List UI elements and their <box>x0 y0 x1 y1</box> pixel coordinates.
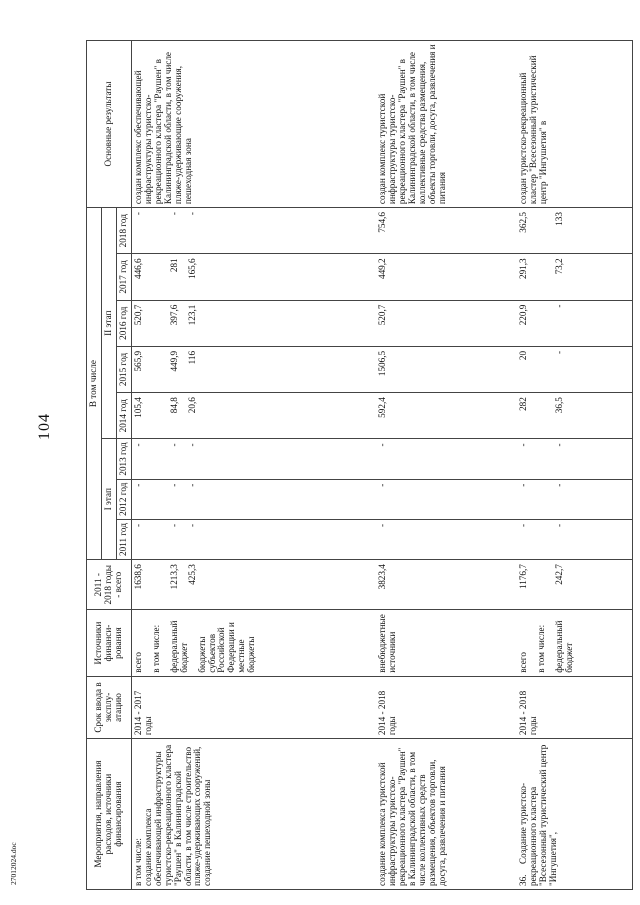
value: 1506,5 <box>377 350 388 377</box>
header-stage-2: II этап <box>101 208 116 439</box>
header-year: 2017 год <box>116 254 131 300</box>
program-table <box>86 40 633 890</box>
header-year: 2011 год <box>116 519 131 559</box>
value <box>152 484 162 516</box>
total-cell <box>517 560 632 610</box>
value <box>152 305 162 343</box>
source-item: федеральный бюджет <box>168 620 189 673</box>
header-year: 2016 год <box>116 300 131 346</box>
value: 1638,6 <box>132 564 143 590</box>
year-cell <box>131 346 376 392</box>
rotated-table-container <box>86 40 633 890</box>
value <box>152 397 162 435</box>
value: 1213,3 <box>168 564 179 590</box>
year-cell <box>517 254 632 300</box>
year-cell <box>131 300 376 346</box>
year-cell <box>517 208 632 254</box>
header-in-total: В том числе <box>87 208 102 560</box>
results-cell: создан туристско-рекреационный кластер "Всесезонный туристический центр "Ингушетия" в <box>517 41 632 208</box>
value: - <box>377 523 388 527</box>
value: - <box>168 212 179 216</box>
value: 282 <box>518 397 529 411</box>
source-item: федеральный бюджет <box>553 620 574 673</box>
year-cell <box>376 439 517 479</box>
value: 754,6 <box>377 212 388 233</box>
value: - <box>132 443 143 447</box>
year-cell <box>517 300 632 346</box>
year-cell <box>376 519 517 559</box>
value: - <box>132 212 143 216</box>
value: - <box>186 212 197 216</box>
header-year: 2018 год <box>116 208 131 254</box>
value <box>537 258 547 296</box>
sources-cell <box>376 610 517 676</box>
item-number: 36. <box>518 874 529 886</box>
measure-text: в том числе: <box>132 838 143 886</box>
value <box>152 351 162 389</box>
source-item: внебюджетные источники <box>377 614 398 673</box>
value <box>537 397 547 435</box>
value: 291,3 <box>518 258 529 280</box>
value: - <box>553 304 564 308</box>
value: 446,6 <box>132 258 143 280</box>
value: - <box>553 350 564 354</box>
source-item: бюджеты субъектов Российской Федерации и местные бюджеты <box>196 622 257 673</box>
value: - <box>553 523 564 527</box>
value: 281 <box>168 258 179 273</box>
year-cell <box>517 519 632 559</box>
value: - <box>186 483 197 487</box>
value: 449,9 <box>168 350 179 372</box>
value: - <box>518 523 529 527</box>
value: 1176,7 <box>518 564 529 590</box>
value: 165,6 <box>186 258 197 280</box>
value <box>537 443 547 475</box>
year-cell <box>376 300 517 346</box>
value: 3823,4 <box>377 564 388 590</box>
value <box>537 351 547 389</box>
source-item: всего <box>518 652 529 673</box>
year-cell <box>131 208 376 254</box>
value <box>152 212 162 250</box>
total-cell <box>376 560 517 610</box>
value: - <box>553 443 564 447</box>
source-item: в том числе: <box>150 624 161 673</box>
measure-cell <box>517 739 632 890</box>
term-cell: 2014 - 2018 годы <box>376 676 517 738</box>
header-term: Срок ввода в эксплу-атацию <box>87 676 132 738</box>
sources-cell <box>517 610 632 676</box>
results-cell: создан комплекс туристской инфраструктуры туристско-рекреационного кластера "Раушен" в Калининградской области, в том числе коллективные средства размещения, объекты торговли, досуга, развлечения и питания <box>376 41 517 208</box>
value <box>537 212 547 250</box>
document-code: 27012024.doc <box>9 842 18 885</box>
term-cell: 2014 - 2017 годы <box>131 676 376 738</box>
year-cell <box>131 393 376 439</box>
total-cell <box>131 560 376 610</box>
value <box>537 564 547 606</box>
value <box>152 258 162 296</box>
value: - <box>186 443 197 447</box>
value: 425,3 <box>186 564 197 585</box>
value: 20 <box>518 350 529 361</box>
year-cell <box>131 439 376 479</box>
value: - <box>518 443 529 447</box>
value: - <box>132 483 143 487</box>
header-stage-1: I этап <box>101 439 116 560</box>
header-year: 2015 год <box>116 346 131 392</box>
year-cell <box>131 479 376 519</box>
value <box>537 524 547 556</box>
source-item: в том числе: <box>536 624 547 673</box>
measure-text: создание комплекса туристской инфраструктуры туристско-рекреационного кластера "Раушен" в Калининградской области, в том числе коллективных средств размещения, объектов торговли, досуга, развлечения и питания <box>377 747 447 886</box>
value: - <box>377 443 388 447</box>
sources-cell <box>131 610 376 676</box>
value: 397,6 <box>168 304 179 326</box>
value <box>152 524 162 556</box>
value: 116 <box>186 350 197 365</box>
value: 520,7 <box>132 304 143 326</box>
results-cell: создан комплекс обеспечивающей инфраструктуры туристско-рекреационного кластера "Раушен" в Калининградской области, в том числе пляже-удерживающие сооружения, пешеходная зона <box>131 41 376 208</box>
value: - <box>553 483 564 487</box>
year-cell <box>376 346 517 392</box>
value: 565,9 <box>132 350 143 372</box>
value <box>152 443 162 475</box>
header-year: 2013 год <box>116 439 131 479</box>
value: 133 <box>553 212 564 226</box>
value: - <box>132 523 143 527</box>
year-cell <box>376 254 517 300</box>
header-total: 2011 - 2018 годы - всего <box>87 560 132 610</box>
table-row <box>376 41 517 890</box>
value: 592,4 <box>377 397 388 418</box>
table-row <box>131 41 376 890</box>
year-cell <box>131 254 376 300</box>
value: 73,2 <box>553 258 564 275</box>
page-number: 104 <box>36 413 53 440</box>
term-cell: 2014 - 2018 годы <box>517 676 632 738</box>
value <box>537 305 547 343</box>
header-sources: Источники финанси-рования <box>87 610 132 676</box>
value: 123,1 <box>186 304 197 326</box>
table-header <box>87 41 132 890</box>
header-year: 2012 год <box>116 479 131 519</box>
source-item: всего <box>132 652 143 673</box>
year-cell <box>131 519 376 559</box>
year-cell <box>517 393 632 439</box>
measure-text: Создание туристско-рекреационного кластера "Всесезонный туристический центр "Ингушетия", <box>518 744 558 886</box>
value: 84,8 <box>168 397 179 414</box>
value: 220,9 <box>518 304 529 326</box>
header-measure: Мероприятия, направления расходов, источники финансирования <box>87 739 132 890</box>
value: 20,6 <box>186 397 197 414</box>
value: 449,2 <box>377 258 388 280</box>
value: 36,5 <box>553 397 564 414</box>
value: 520,7 <box>377 304 388 326</box>
year-cell <box>517 346 632 392</box>
measure-text: создание комплекса обеспечивающей инфраструктуры туристско-рекреационного кластера "Раушен" в Калининградской области, в том числе строительство пляже-удерживающих сооружений, создание пешеходной зоны <box>142 744 213 886</box>
value: - <box>518 483 529 487</box>
value: - <box>186 523 197 527</box>
year-cell <box>517 479 632 519</box>
header-year: 2014 год <box>116 393 131 439</box>
measure-cell <box>376 739 517 890</box>
value: - <box>168 483 179 487</box>
table-row <box>517 41 632 890</box>
value: - <box>168 523 179 527</box>
value: - <box>168 443 179 447</box>
value <box>537 484 547 516</box>
year-cell <box>376 479 517 519</box>
value: 105,4 <box>132 397 143 418</box>
year-cell <box>376 393 517 439</box>
value: 362,5 <box>518 212 529 233</box>
value <box>152 564 162 606</box>
value: 242,7 <box>553 564 564 585</box>
year-cell <box>517 439 632 479</box>
measure-cell <box>131 739 376 890</box>
value: - <box>377 483 388 487</box>
year-cell <box>376 208 517 254</box>
header-results: Основные результаты <box>87 41 132 208</box>
